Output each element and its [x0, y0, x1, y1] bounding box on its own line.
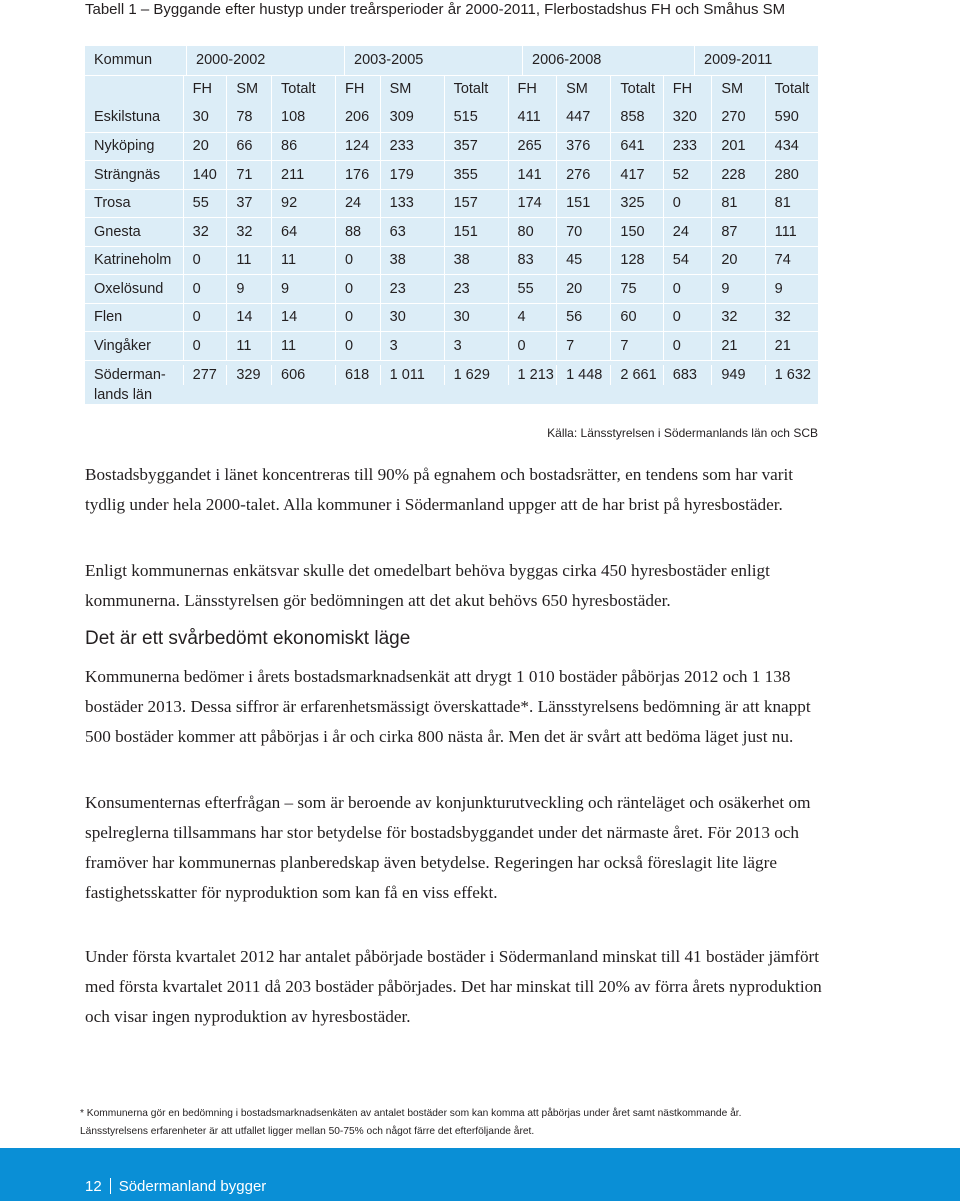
table-cell: 4 — [508, 304, 557, 332]
table-cell: 683 — [663, 365, 712, 385]
table-corner: Kommun — [94, 52, 153, 69]
page-number: 12 — [85, 1178, 102, 1195]
table-cell: 1 632 — [765, 365, 818, 385]
table-cell: 277 — [183, 365, 227, 385]
table-cell: 81 — [711, 190, 764, 218]
table-cell: 133 — [380, 190, 444, 218]
publication-title: Södermanland bygger — [118, 1178, 267, 1195]
table-cell: 55 — [508, 275, 557, 303]
table-row — [85, 160, 818, 189]
table-cell: 0 — [183, 275, 227, 303]
table-cell: 1 011 — [380, 365, 444, 385]
table-row — [85, 217, 818, 246]
paragraph-5: Under första kvartalet 2012 har antalet påbörjade bostäder i Södermanland minskat till 41 bostäder jämfört med första kvartalet 2011 då 203 bostäder påbörjades. Det har minskat till 20% av förra årets nyproduktion och visar ingen nyproduktion av hyresbostäder. — [85, 947, 822, 1026]
table-cell: 64 — [271, 218, 335, 246]
row-label: Vingåker — [94, 337, 151, 354]
footer-label — [85, 1178, 266, 1195]
table-cell: 0 — [508, 332, 557, 360]
table-cell: 63 — [380, 218, 444, 246]
table-cell: 206 — [335, 103, 380, 132]
table-row — [85, 274, 818, 303]
table-cell: 45 — [556, 247, 610, 275]
table-cell: 81 — [765, 190, 818, 218]
table-cell: 70 — [556, 218, 610, 246]
table-cell: 3 — [444, 332, 508, 360]
paragraph-2: Enligt kommunernas enkätsvar skulle det omedelbart behöva byggas cirka 450 hyresbostäder enligt kommunerna. Länsstyrelsen gör bedömningen att det akut behövs 650 hyresbostäder. — [85, 561, 770, 610]
type-header: FH — [335, 76, 380, 104]
type-header: Totalt — [610, 76, 662, 104]
table-cell: 141 — [508, 161, 557, 189]
table-cell: 24 — [335, 190, 380, 218]
row-label: Nyköping — [94, 138, 155, 155]
footnote — [80, 1105, 880, 1141]
table-cell: 1 629 — [444, 365, 508, 385]
table-cell: 151 — [556, 190, 610, 218]
table-cell: 233 — [663, 133, 712, 161]
footnote-line-2: Länsstyrelsens erfarenheter är att utfallet ligger mellan 50-75% och något färre det efterföljande året. — [80, 1126, 535, 1137]
table-cell: 1 213 — [508, 365, 557, 385]
table-cell: 52 — [663, 161, 712, 189]
table-cell: 7 — [556, 332, 610, 360]
table-cell: 86 — [271, 133, 335, 161]
footnote-line-1: * Kommunerna gör en bedömning i bostadsmarknadsenkäten av antalet bostäder som kan komma att påbörjas under året samt nästkommande år. — [80, 1108, 742, 1119]
table-cell: 124 — [335, 133, 380, 161]
table-cell: 618 — [335, 365, 380, 385]
type-header: SM — [380, 76, 444, 104]
table-cell: 157 — [444, 190, 508, 218]
table-cell: 71 — [226, 161, 271, 189]
table-cell: 325 — [610, 190, 662, 218]
table-cell: 0 — [663, 190, 712, 218]
table-cell: 88 — [335, 218, 380, 246]
table-cell: 108 — [271, 103, 335, 132]
table-cell: 309 — [380, 103, 444, 132]
row-label: Katrineholm — [94, 252, 172, 269]
table-row — [85, 360, 818, 404]
table-cell: 276 — [556, 161, 610, 189]
table-cell: 32 — [226, 218, 271, 246]
table-cell: 151 — [444, 218, 508, 246]
page-footer — [0, 1148, 960, 1201]
table-cell: 7 — [610, 332, 662, 360]
table-cell: 150 — [610, 218, 662, 246]
table-cell: 858 — [610, 103, 662, 132]
table-cell: 0 — [183, 332, 227, 360]
table-cell: 0 — [183, 247, 227, 275]
table-cell: 590 — [765, 103, 818, 132]
period-header: 2009-2011 — [694, 46, 818, 75]
table-cell: 14 — [271, 304, 335, 332]
table-header-types — [85, 75, 818, 104]
table-cell: 174 — [508, 190, 557, 218]
table-cell: 265 — [508, 133, 557, 161]
paragraph-1: Bostadsbyggandet i länet koncentreras till 90% på egnahem och bostadsrätter, en tendens som har varit tydlig under hela 2000-talet. Alla kommuner i Södermanland uppger att de har brist på hyresbostäder. — [85, 465, 794, 514]
table-cell: 32 — [711, 304, 764, 332]
table-cell: 434 — [765, 133, 818, 161]
period-header: 2000-2002 — [186, 46, 344, 75]
table-cell: 54 — [663, 247, 712, 275]
table-cell: 74 — [765, 247, 818, 275]
table-cell: 211 — [271, 161, 335, 189]
table-cell: 228 — [711, 161, 764, 189]
table-cell: 78 — [226, 103, 271, 132]
table-cell: 24 — [663, 218, 712, 246]
type-header: FH — [663, 76, 712, 104]
table-cell: 9 — [226, 275, 271, 303]
table-cell: 87 — [711, 218, 764, 246]
table-cell: 201 — [711, 133, 764, 161]
table-cell: 376 — [556, 133, 610, 161]
table-cell: 11 — [226, 332, 271, 360]
type-header: SM — [226, 76, 271, 104]
table-cell: 128 — [610, 247, 662, 275]
table-cell: 176 — [335, 161, 380, 189]
table-corner-empty — [85, 76, 183, 104]
table-cell: 20 — [183, 133, 227, 161]
row-label: Eskilstuna — [94, 109, 161, 126]
table-cell: 56 — [556, 304, 610, 332]
table-cell: 75 — [610, 275, 662, 303]
table-cell: 411 — [508, 103, 557, 132]
table-cell: 32 — [765, 304, 818, 332]
table-cell: 3 — [380, 332, 444, 360]
table-cell: 14 — [226, 304, 271, 332]
row-label: Oxelösund — [94, 280, 164, 297]
table-cell: 20 — [556, 275, 610, 303]
table-cell: 949 — [711, 365, 764, 385]
table-cell: 23 — [380, 275, 444, 303]
table-cell: 30 — [380, 304, 444, 332]
table-cell: 1 448 — [556, 365, 610, 385]
table-cell: 0 — [663, 304, 712, 332]
table-cell: 233 — [380, 133, 444, 161]
table-cell: 641 — [610, 133, 662, 161]
table-cell: 20 — [711, 247, 764, 275]
type-header: FH — [508, 76, 557, 104]
table-cell: 11 — [226, 247, 271, 275]
row-label: Gnesta — [94, 223, 141, 240]
type-header: SM — [556, 76, 610, 104]
table-cell: 30 — [183, 103, 227, 132]
period-header: 2006-2008 — [522, 46, 694, 75]
table-cell: 83 — [508, 247, 557, 275]
table-cell: 179 — [380, 161, 444, 189]
type-header: Totalt — [444, 76, 508, 104]
table-cell: 140 — [183, 161, 227, 189]
table-cell: 0 — [663, 332, 712, 360]
table-cell: 23 — [444, 275, 508, 303]
table-cell: 280 — [765, 161, 818, 189]
footer-divider — [110, 1178, 111, 1194]
table-cell: 111 — [765, 218, 818, 246]
section-heading: Det är ett svårbedömt ekonomiskt läge — [85, 628, 411, 649]
row-label: Trosa — [94, 195, 131, 212]
period-header: 2003-2005 — [344, 46, 522, 75]
table-cell: 355 — [444, 161, 508, 189]
paragraph-3: Kommunerna bedömer i årets bostadsmarknadsenkät att drygt 1 010 bostäder påbörjas 2012 och 1 138 bostäder 2013. Dessa siffror är erfarenhetsmässigt överskattade*. Länsstyrelsens bedömning är att knappt 500 bostäder kommer att påbörjas i år och cirka 800 nästa år. Men det är svårt att bedöma läget just nu. — [85, 667, 811, 746]
row-label: Flen — [94, 309, 123, 326]
paragraph-4: Konsumenternas efterfrågan – som är beroende av konjunkturutveckling och ränteläget och osäkerhet om spelreglerna tillsammans har stor betydelse för bostadsbyggandet under det närmaste året. För 2013 och framöver har kommunernas planberedskap även betydelse. Regeringen har också föreslagit lite lägre fastighetsskatter för nyproduktion som kan få en viss effekt. — [85, 793, 811, 902]
type-header: Totalt — [765, 76, 818, 104]
table-cell: 417 — [610, 161, 662, 189]
table-cell: 55 — [183, 190, 227, 218]
type-header: FH — [183, 76, 227, 104]
table-cell: 2 661 — [610, 365, 662, 385]
table-cell: 0 — [663, 275, 712, 303]
table-cell: 447 — [556, 103, 610, 132]
row-label: Strängnäs — [94, 166, 161, 183]
table-row — [85, 246, 818, 275]
table-cell: 9 — [711, 275, 764, 303]
table-cell: 329 — [226, 365, 271, 385]
table-cell: 32 — [183, 218, 227, 246]
table-cell: 11 — [271, 247, 335, 275]
table-cell: 0 — [335, 332, 380, 360]
table-cell: 38 — [380, 247, 444, 275]
table-cell: 80 — [508, 218, 557, 246]
table-cell: 0 — [335, 275, 380, 303]
table-cell: 0 — [335, 304, 380, 332]
table-cell: 270 — [711, 103, 764, 132]
table-cell: 320 — [663, 103, 712, 132]
table-cell: 515 — [444, 103, 508, 132]
type-header: Totalt — [271, 76, 335, 104]
type-header: SM — [711, 76, 764, 104]
table-cell: 0 — [183, 304, 227, 332]
table-cell: 357 — [444, 133, 508, 161]
table-cell: 66 — [226, 133, 271, 161]
data-table — [85, 46, 818, 404]
table-header-periods — [85, 46, 818, 75]
table-cell: 21 — [765, 332, 818, 360]
table-cell: 0 — [335, 247, 380, 275]
table-cell: 9 — [765, 275, 818, 303]
table-cell: 11 — [271, 332, 335, 360]
table-source: Källa: Länsstyrelsen i Södermanlands län och SCB — [547, 426, 818, 440]
row-label: Söderman- lands län — [94, 366, 166, 403]
table-cell: 38 — [444, 247, 508, 275]
table-cell: 9 — [271, 275, 335, 303]
table-cell: 60 — [610, 304, 662, 332]
table-cell: 37 — [226, 190, 271, 218]
table-row — [85, 331, 818, 360]
table-row — [85, 189, 818, 218]
table-row — [85, 132, 818, 161]
table-row — [85, 103, 818, 132]
table-row — [85, 303, 818, 332]
table-cell: 606 — [271, 365, 335, 385]
table-caption: Tabell 1 – Byggande efter hustyp under treårsperioder år 2000-2011, Flerbostadshus FH och Småhus SM — [85, 1, 786, 18]
table-cell: 92 — [271, 190, 335, 218]
table-cell: 30 — [444, 304, 508, 332]
table-cell: 21 — [711, 332, 764, 360]
